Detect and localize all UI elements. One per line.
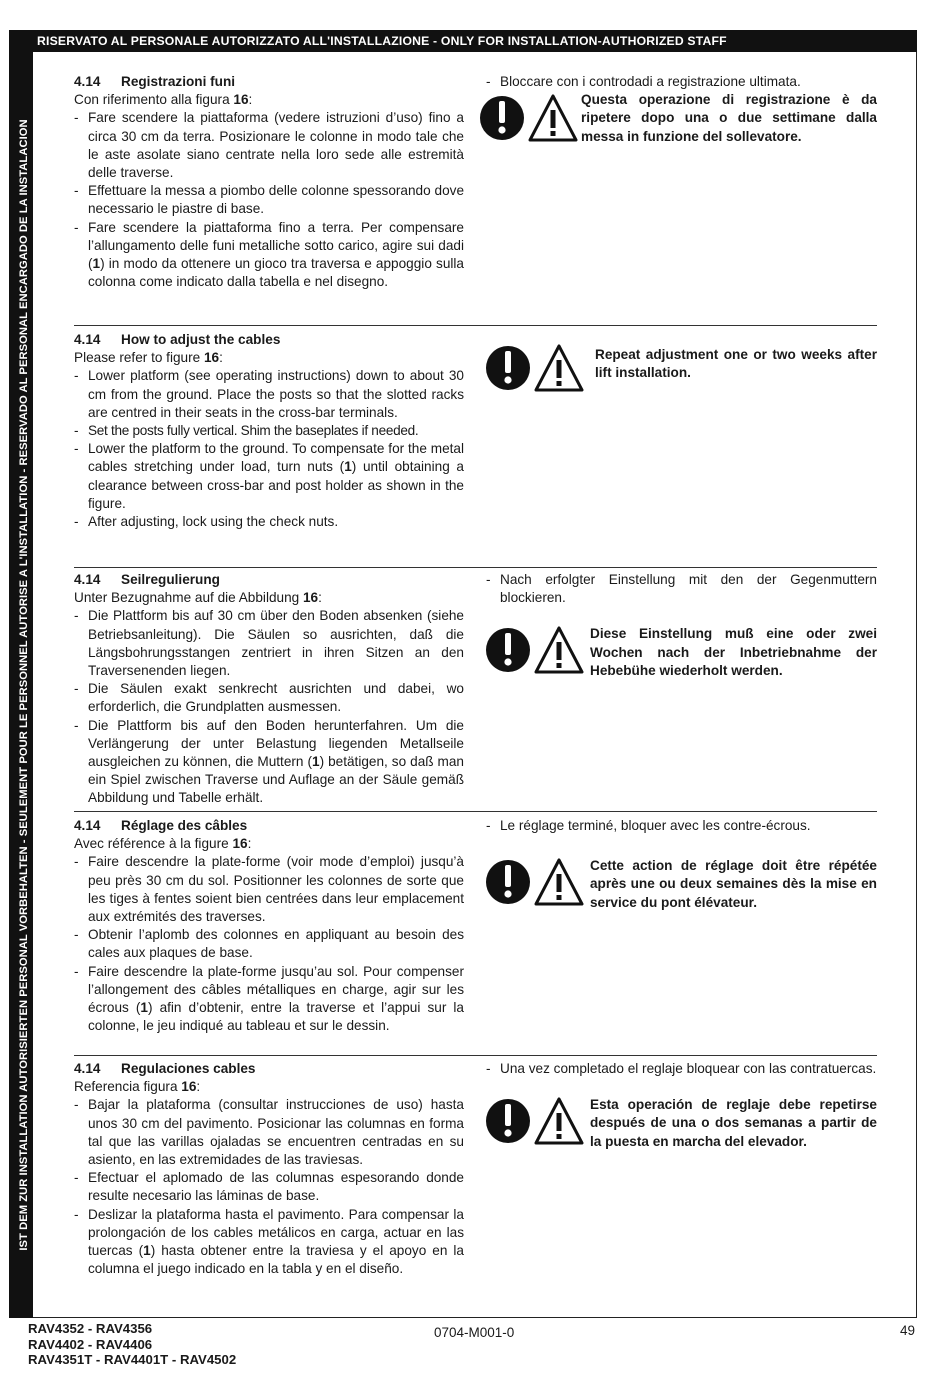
warning-icon xyxy=(486,857,586,907)
warning-block xyxy=(486,1096,877,1151)
section-number: 4.14 xyxy=(74,74,101,89)
figure-reference: Please refer to figure 16: xyxy=(74,350,223,366)
section-heading xyxy=(74,571,464,589)
section-title: Regulaciones cables xyxy=(121,1061,256,1076)
list-item: - Faire descendre la plate-forme (voir mode d’emploi) jusqu’à peu près 30 cm du sol. Positionner les colonnes de sorte que les tiges à fentes soient bien centrées dans leur emplacement aux extrémités des traverses. xyxy=(74,853,464,926)
document-code: 0704-M001-0 xyxy=(434,1325,515,1340)
list-item: - Una vez completado el reglaje bloquear con las contratuercas. xyxy=(486,1060,877,1078)
list-item: - Bloccare con i controdadi a registrazione ultimata. xyxy=(486,73,877,91)
list-item: - After adjusting, lock using the check nuts. xyxy=(74,513,464,531)
section-divider xyxy=(74,567,877,568)
header-banner: RISERVATO AL PERSONALE AUTORIZZATO ALL'INSTALLAZIONE - ONLY FOR INSTALLATION-AUTHORIZED STAFF xyxy=(9,30,917,52)
list-item: - Obtenir l’aplomb des colonnes en appliquant au besoin des cales aux plaques de base. xyxy=(74,926,464,962)
model-line: RAV4351T - RAV4401T - RAV4502 xyxy=(28,1352,237,1367)
warning-text: Cette action de réglage doit être répétée après une ou deux semaines dès la mise en service du pont élévateur. xyxy=(590,858,877,910)
figure-reference: Avec référence à la figure 16: xyxy=(74,836,252,852)
list-item: - Bajar la plataforma (consultar instrucciones de uso) hasta unos 30 cm del pavimento. Posicionar las columnas en forma tal que las varillas ojaladas se encuentren centradas en su asiento, en las extremidades de las traviesas. xyxy=(74,1096,464,1169)
list-item: - Le réglage terminé, bloquer avec les contre-écrous. xyxy=(486,817,877,835)
list-item: - Lower platform (see operating instructions) down to about 30 cm from the ground. Place the posts so that the slotted racks are centred in their seats in the cross-bar terminals. xyxy=(74,367,464,422)
warning-icon xyxy=(486,625,586,675)
warning-icon xyxy=(480,93,580,143)
warning-block xyxy=(486,91,877,146)
warning-text: Diese Einstellung muß eine oder zwei Wochen nach der Inbetriebnahme der Hebebühe wiederholt werden. xyxy=(590,626,877,678)
section-heading xyxy=(74,1060,464,1078)
warning-icon xyxy=(486,343,586,393)
section-title: Seilregulierung xyxy=(121,572,220,587)
warning-block xyxy=(486,857,877,912)
section-title: Registrazioni funi xyxy=(121,74,236,89)
page-number: 49 xyxy=(900,1323,916,1338)
section-number: 4.14 xyxy=(74,572,101,587)
section-heading xyxy=(74,331,464,349)
list-item: - Lower the platform to the ground. To compensate for the metal cables stretching under load, turn nuts (1) until obtaining a clearance between cross-bar and post holder as shown in the figure. xyxy=(74,440,464,513)
list-item: - Die Plattform bis auf 30 cm über den Boden absenken (siehe Betriebsanleitung). Die Säulen so ausrichten, daß die Längsbohrungsstangen zentriert in ihren Sitzen an den Traversenenden liegen. xyxy=(74,607,464,680)
section-divider xyxy=(74,325,877,326)
list-item: - Fare scendere la piattaforma (vedere istruzioni d’uso) fino a circa 30 cm da terra. Posizionare le colonne in modo tale che le aste asolate siano centrate nella loro sede alle estremità delle traverse. xyxy=(74,109,464,182)
section-divider xyxy=(74,811,877,812)
section-divider xyxy=(74,1055,877,1056)
warning-block xyxy=(486,625,877,680)
model-line: RAV4402 - RAV4406 xyxy=(28,1336,153,1352)
list-item: - Die Plattform bis auf den Boden herunterfahren. Um die Verlängerung der unter Belastung liegenden Metallseile ausgleichen zu können, die Muttern (1) betätigen, so daß man ein Spiel zwischen Traverse und Auflage an der Säule gemäß Abbildung und Tabelle erhält. xyxy=(74,717,464,808)
section-title: Réglage des câbles xyxy=(121,818,248,833)
warning-icon xyxy=(486,1096,586,1146)
warning-text: Questa operazione di registrazione è da ripetere dopo una o due settimane dalla messa in funzione del sollevatore. xyxy=(581,92,877,144)
figure-reference: Unter Bezugnahme auf die Abbildung 16: xyxy=(74,590,322,606)
section-title: How to adjust the cables xyxy=(121,332,281,347)
list-item: - Nach erfolgter Einstellung mit den der Gegenmuttern blockieren. xyxy=(486,571,877,607)
section-number: 4.14 xyxy=(74,818,101,833)
list-item: - Effettuare la messa a piombo delle colonne spessorando dove necessario le piastre di base. xyxy=(74,182,464,218)
list-item: - Set the posts fully vertical. Shim the baseplates if needed. xyxy=(74,422,464,440)
section-number: 4.14 xyxy=(74,332,101,347)
sidebar-text: IST DEM ZUR INSTALLATION AUTORISIERTEN PERSONAL VORBEHALTEN - SEULEMENT POUR LE PERSONNEL AUTORISE A L'INSTALLATION - RESERVADO AL PERSONAL ENCARGADO DE LA INSTALACION xyxy=(18,119,30,1251)
list-item: - Fare scendere la piattaforma fino a terra. Per compensare l’allungamento delle funi metalliche sotto carico, agire sui dadi (1) in modo da ottenere un gioco tra traversa e appoggio sulla colonna come indicato dalla tabella e nel disegno. xyxy=(74,219,464,292)
warning-text: Esta operación de reglaje debe repetirse después de una o dos semanas a partir de la puesta en marcha del elevador. xyxy=(590,1097,877,1149)
section-heading xyxy=(74,817,464,835)
list-item: - Efectuar el aplomado de las columnas espesorando donde resulte necesario las láminas de base. xyxy=(74,1169,464,1205)
list-item: - Faire descendre la plate-forme jusqu’au sol. Pour compenser l’allongement des câbles métalliques en charge, agir sur les écrous (1) afin d’obtenir, entre la traverse et l’appui sur la colonne, le jeu indiqué au tableau et sur le dessin. xyxy=(74,963,464,1036)
section-heading xyxy=(74,73,464,91)
figure-reference: Referencia figura 16: xyxy=(74,1079,201,1095)
footer-models xyxy=(28,1321,236,1368)
section-number: 4.14 xyxy=(74,1061,101,1076)
list-item: - Deslizar la plataforma hasta el pavimento. Para compensar la prolongación de los cables metálicos en carga, actuar en las tuercas (1) hasta obtener entre la traviesa y el apoyo en la columna el juego indicado en la tabla y en el diseño. xyxy=(74,1206,464,1279)
figure-reference: Con riferimento alla figura 16: xyxy=(74,92,253,108)
model-line: RAV4352 - RAV4356 xyxy=(28,1321,153,1336)
warning-block xyxy=(486,343,877,382)
list-item: - Die Säulen exakt senkrecht ausrichten und dabei, wo erforderlich, die Grundplatten ausmessen. xyxy=(74,680,464,716)
warning-text: Repeat adjustment one or two weeks after lift installation. xyxy=(595,347,877,381)
